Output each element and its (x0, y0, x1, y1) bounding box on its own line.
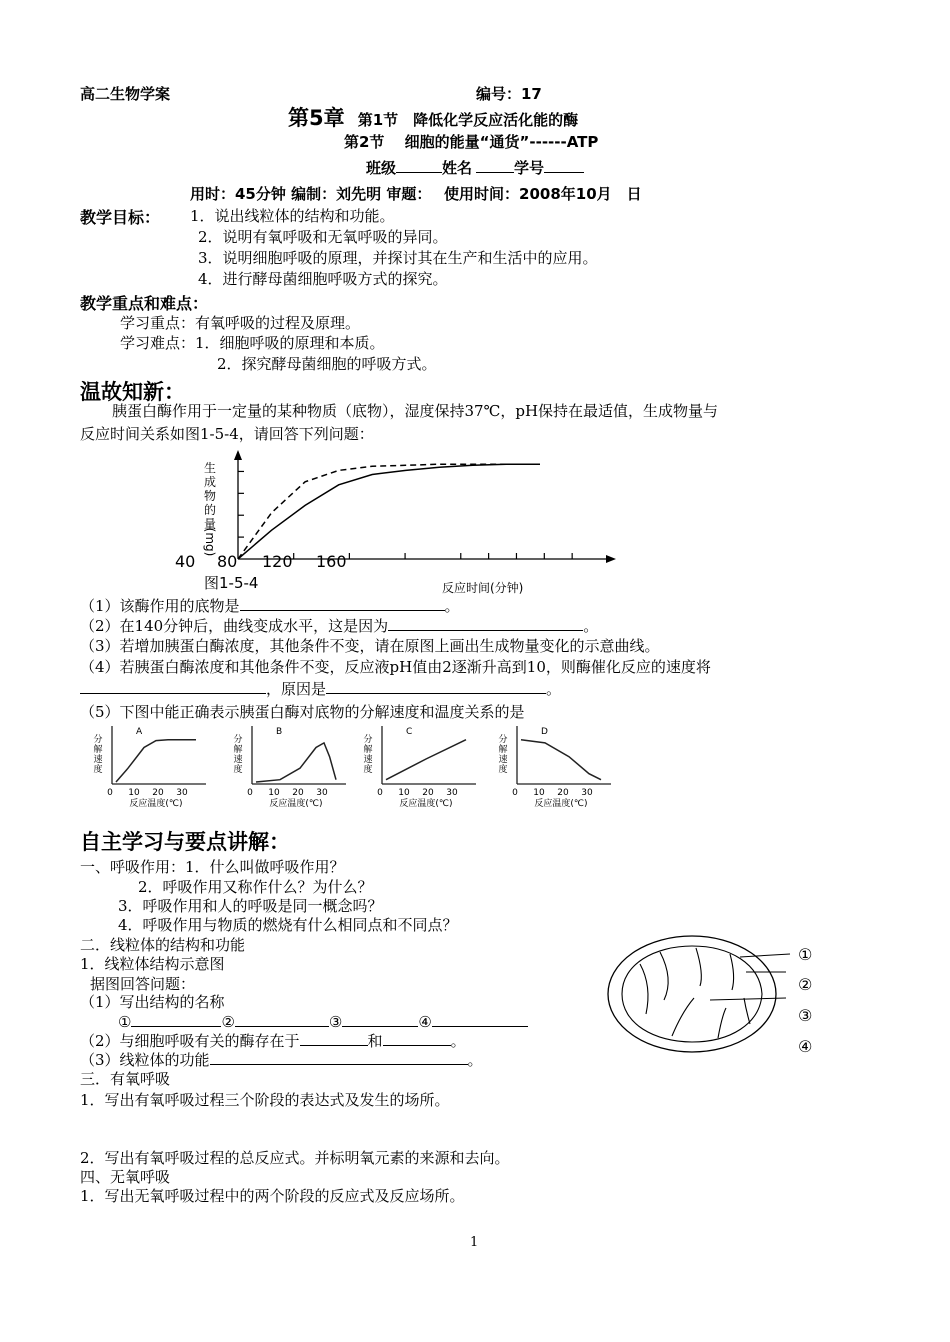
panel-x-tick: 20 (422, 788, 434, 798)
panel-letter: B (276, 727, 283, 737)
objectives-title: 教学目标： (80, 208, 161, 227)
selfstudy-heading: 四、无氧呼吸 (80, 1168, 171, 1186)
focus-text: 学习重点：有氧呼吸的过程及原理。 (120, 314, 361, 332)
structure-name-blanks (118, 1012, 528, 1032)
selfstudy-line: 据图回答问题： (90, 975, 196, 993)
selfstudy-line: 3．呼吸作用和人的呼吸是同一概念吗？ (118, 897, 383, 915)
panel-curve (386, 740, 466, 780)
panel-ylabel-char: 分 (233, 735, 243, 745)
question-2: （2）在140分钟后，曲线变成水平，这是因为 。 (80, 617, 599, 635)
leader-line-3 (710, 998, 786, 1000)
panel-ylabel-char: 分 (93, 735, 103, 745)
x-axis-arrow (606, 555, 616, 563)
product-curve-dashed (238, 464, 540, 559)
temperature-panel-a (93, 726, 206, 809)
svg-text:物: 物 (203, 489, 217, 503)
function-blank[interactable] (210, 1050, 468, 1065)
selfstudy-line: 一、呼吸作用：1．什么叫做呼吸作用？ (80, 858, 345, 876)
section1-title: 第1节 降低化学反应活化能的酶 (357, 111, 579, 129)
label-2: ② (798, 975, 813, 994)
svg-text:的: 的 (203, 503, 217, 517)
panel-ylabel-char: 度 (233, 765, 243, 775)
leader-line-1 (740, 954, 790, 957)
panel-xlabel: 反应温度(℃) (269, 799, 323, 809)
enzyme-blank-1[interactable] (300, 1031, 368, 1046)
figure-1-5-4 (170, 446, 620, 596)
enzyme-blank-2[interactable] (383, 1031, 451, 1046)
circled-2: ② (221, 1013, 235, 1031)
temperature-panel-d (498, 726, 611, 809)
panel-x-tick: 10 (533, 788, 545, 798)
panel-x-tick: 10 (398, 788, 410, 798)
panel-letter: D (541, 727, 548, 737)
svg-text:量: 量 (203, 517, 217, 531)
panel-curve (116, 740, 196, 782)
panel-ylabel-char: 速 (93, 755, 103, 765)
panel-letter: A (136, 727, 143, 737)
question-4: （4）若胰蛋白酶浓度和其他条件不变，反应液pH值由2逐渐升高到10，则酶催化反应的速度将 (80, 658, 711, 676)
panel-x-tick: 20 (152, 788, 164, 798)
answer-1-blank[interactable] (240, 596, 445, 611)
svg-text:生: 生 (203, 461, 217, 475)
function-line: （3）线粒体的功能 。 (80, 1051, 483, 1069)
panel-x-tick: 0 (377, 788, 383, 798)
panel-letter: C (406, 727, 413, 737)
x-tick-label: 80 (217, 552, 238, 571)
panel-group (93, 726, 611, 809)
mitochondrion-diagram (600, 924, 840, 1064)
structure-4-blank[interactable] (432, 1012, 528, 1027)
review-intro-2: 反应时间关系如图1-5-4，请回答下列问题： (80, 425, 374, 443)
circled-1: ① (118, 1013, 132, 1031)
panel-x-tick: 30 (446, 788, 458, 798)
x-tick-label: 120 (262, 552, 293, 571)
selfstudy-line: （1）写出结构的名称 (80, 993, 225, 1011)
enzyme-location-text: （2）与细胞呼吸有关的酶存在于 (80, 1032, 300, 1050)
panel-ylabel-char: 速 (363, 755, 373, 765)
difficulty-text: 学习难点：1．细胞呼吸的原理和本质。 (120, 334, 385, 352)
temperature-panels (80, 722, 620, 812)
svg-text:(mg): (mg) (203, 527, 217, 557)
panel-ylabel-char: 分 (363, 735, 373, 745)
panel-x-tick: 0 (247, 788, 253, 798)
chapter-label: 第5章 (288, 106, 345, 130)
panel-ylabel-char: 度 (498, 765, 508, 775)
objective-item: 1．说出线粒体的结构和功能。 (190, 207, 395, 225)
y-axis-arrow (234, 450, 242, 460)
answer-4a-blank[interactable] (80, 679, 266, 694)
panel-ylabel-char: 分 (498, 735, 508, 745)
structure-2-blank[interactable] (235, 1012, 329, 1027)
selfstudy-title: 自主学习与要点讲解： (80, 830, 290, 854)
temperature-panel-c (363, 726, 476, 809)
panel-xlabel: 反应温度(℃) (399, 799, 453, 809)
panel-ylabel-char: 度 (93, 765, 103, 775)
selfstudy-line: 1．写出有氧呼吸过程三个阶段的表达式及发生的场所。 (80, 1091, 450, 1109)
panel-curve (256, 743, 336, 782)
panel-ylabel-char: 速 (233, 755, 243, 765)
selfstudy-line: 2．呼吸作用又称作什么？为什么？ (138, 878, 373, 896)
selfstudy-line: 1．线粒体结构示意图 (80, 955, 225, 973)
question-4-continued: ，原因是 。 (80, 679, 561, 699)
panel-xlabel: 反应温度(℃) (129, 799, 183, 809)
label-4: ④ (798, 1037, 813, 1056)
question-5: （5）下图中能正确表示胰蛋白酶对底物的分解速度和温度关系的是 (80, 703, 525, 721)
question-2-text: （2）在140分钟后，曲线变成水平，这是因为 (80, 617, 389, 635)
function-text: （3）线粒体的功能 (80, 1051, 210, 1069)
panel-x-tick: 10 (128, 788, 140, 798)
panel-x-tick: 30 (176, 788, 188, 798)
question-3: （3）若增加胰蛋白酶浓度，其他条件不变，请在原图上画出生成物量变化的示意曲线。 (80, 637, 660, 655)
selfstudy-line: 2．写出有氧呼吸过程的总反应式。并标明氧元素的来源和去向。 (80, 1149, 510, 1167)
svg-text:成: 成 (203, 475, 217, 489)
chapter-heading (288, 102, 578, 132)
class-field[interactable] (396, 158, 442, 173)
inner-membrane (622, 946, 762, 1042)
name-field[interactable] (476, 158, 514, 173)
panel-curve (521, 740, 601, 780)
panel-x-tick: 30 (316, 788, 328, 798)
question-1: （1）该酶作用的底物是 。 (80, 597, 460, 615)
panel-x-tick: 10 (268, 788, 280, 798)
x-tick-label: 40 (175, 552, 196, 571)
label-1: ① (798, 945, 813, 964)
label-3: ③ (798, 1006, 813, 1025)
panel-ylabel-char: 解 (233, 745, 243, 755)
id-label: 学号 (514, 159, 545, 177)
product-curve-solid (238, 464, 540, 559)
outer-membrane (608, 936, 776, 1052)
panel-x-tick: 0 (107, 788, 113, 798)
circled-4: ④ (418, 1013, 432, 1031)
y-axis-label (203, 460, 217, 556)
figure-caption: 图1-5-4 (204, 574, 259, 592)
selfstudy-heading: 三．有氧呼吸 (80, 1070, 171, 1088)
y-ticks (238, 471, 244, 537)
x-tick-labels (175, 552, 347, 571)
structure-3-blank[interactable] (342, 1012, 418, 1027)
selfstudy-heading: 二．线粒体的结构和功能 (80, 936, 246, 954)
panel-x-tick: 0 (512, 788, 518, 798)
objective-item: 3．说明细胞呼吸的原理，并探讨其在生产和生活中的应用。 (198, 249, 598, 267)
panel-ylabel-char: 度 (363, 765, 373, 775)
circled-3: ③ (328, 1013, 343, 1031)
review-title: 温故知新： (80, 380, 185, 404)
answer-4b-blank[interactable] (326, 679, 546, 694)
panel-x-tick: 20 (557, 788, 569, 798)
answer-2-blank[interactable] (388, 616, 583, 631)
question-4b-text: ，原因是 (266, 680, 327, 698)
panel-ylabel-char: 解 (498, 745, 508, 755)
objective-item: 4．进行酵母菌细胞呼吸方式的探究。 (198, 270, 448, 288)
panel-x-tick: 20 (292, 788, 304, 798)
doc-number: 编号：17 (476, 85, 542, 103)
cristae (640, 948, 750, 1038)
keypoints-title: 教学重点和难点： (80, 294, 209, 313)
selfstudy-line: 4．呼吸作用与物质的燃烧有什么相同点和不同点？ (118, 916, 458, 934)
section2-title: 第2节 细胞的能量“通货”------ATP (344, 133, 599, 151)
objective-item: 2．说明有氧呼吸和无氧呼吸的异同。 (198, 228, 448, 246)
enzyme-location-line: （2）与细胞呼吸有关的酶存在于 和 。 (80, 1032, 466, 1050)
meta-line: 用时：45分钟 编制：刘先明 审题： 使用时间：2008年10月 日 (190, 185, 642, 203)
x-axis-label: 反应时间(分钟) (442, 581, 524, 595)
student-info-line (366, 157, 584, 178)
panel-ylabel-char: 解 (363, 745, 373, 755)
temperature-panel-b (233, 726, 346, 809)
course-title: 高二生物学案 (80, 85, 171, 103)
panel-ylabel-char: 速 (498, 755, 508, 765)
difficulty-text-2: 2．探究酵母菌细胞的呼吸方式。 (217, 355, 437, 373)
question-1-text: （1）该酶作用的底物是 (80, 597, 240, 615)
review-intro: 胰蛋白酶作用于一定量的某种物质（底物），湿度保持37℃，pH保持在最适值，生成物量与 (112, 402, 719, 420)
selfstudy-line: 1．写出无氧呼吸过程中的两个阶段的反应式及反应场所。 (80, 1187, 465, 1205)
page-number: 1 (470, 1235, 479, 1250)
class-label: 班级 (366, 159, 397, 177)
panel-x-tick: 30 (581, 788, 593, 798)
structure-1-blank[interactable] (131, 1012, 221, 1027)
name-label: 姓名 (442, 159, 473, 177)
and-text: 和 (367, 1032, 383, 1050)
panel-xlabel: 反应温度(℃) (534, 799, 588, 809)
x-tick-label: 160 (316, 552, 347, 571)
id-field[interactable] (544, 158, 584, 173)
panel-ylabel-char: 解 (93, 745, 103, 755)
